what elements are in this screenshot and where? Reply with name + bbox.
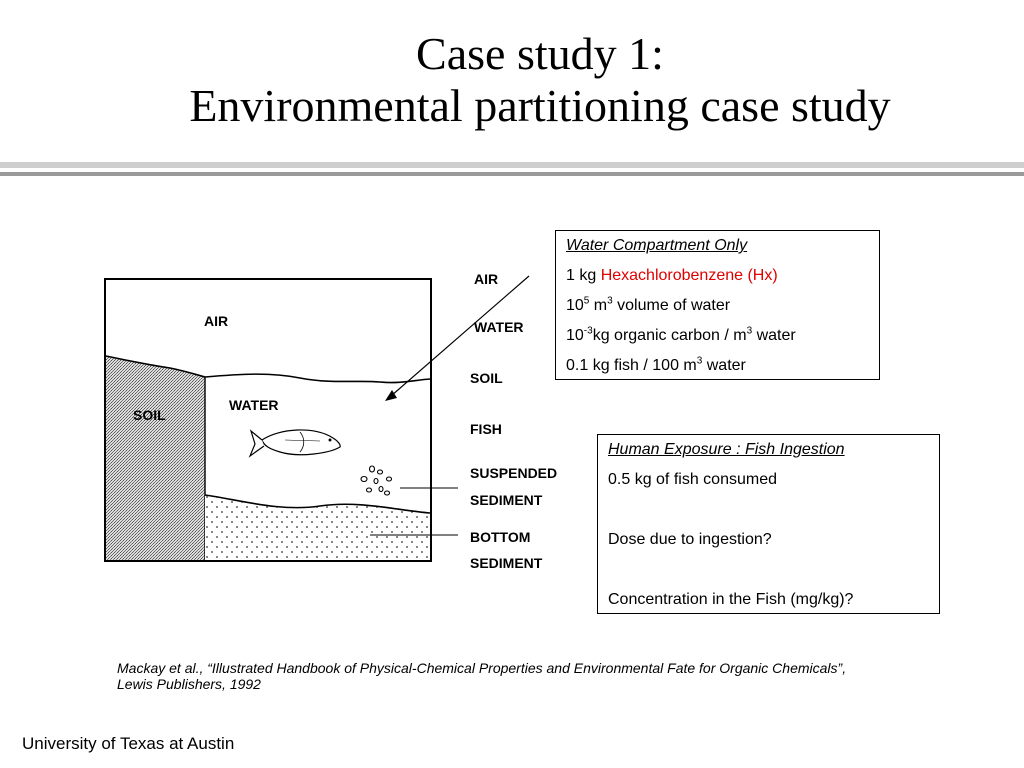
legend-water: WATER bbox=[474, 319, 524, 335]
water-compartment-box bbox=[555, 230, 880, 380]
water-box-line-fish: 0.1 kg fish / 100 $m^3$ water bbox=[566, 355, 746, 374]
hexachlorobenzene-text: Hexachlorobenzene (Hx) bbox=[600, 267, 778, 284]
water-box-header: Water Compartment Only bbox=[566, 237, 748, 254]
title-line-2: Environmental partitioning case study bbox=[189, 80, 891, 131]
fish-ingestion-box bbox=[597, 434, 940, 614]
water-box-line-volume: $10^5$ $m^3$ volume of water bbox=[566, 295, 731, 314]
legend-suspended-sediment: SEDIMENT bbox=[470, 492, 543, 508]
legend-air: AIR bbox=[474, 271, 499, 287]
legend-bottom-sediment: SEDIMENT bbox=[470, 555, 543, 571]
citation-text: Mackay et al., “Illustrated Handbook of Physical-Chemical Properties and Environmental Fate for Organic Chemicals”, Lewis Publishers, 1992 bbox=[117, 660, 847, 692]
water-box-line-mass: 1 kg Hexachlorobenzene (Hx) bbox=[566, 267, 778, 284]
footer-institution: University of Texas at Austin bbox=[22, 734, 235, 753]
water-box-line-carbon: $10^{-3}kg$ organic carbon / $m^3$ water bbox=[566, 325, 796, 344]
legend-bottom: BOTTOM bbox=[470, 529, 531, 545]
legend-soil: SOIL bbox=[470, 370, 503, 386]
fish-box-header: Human Exposure : Fish Ingestion bbox=[608, 441, 845, 458]
legend-suspended: SUSPENDED bbox=[470, 465, 558, 481]
air-label: AIR bbox=[204, 313, 229, 329]
water-label: WATER bbox=[229, 397, 279, 413]
fish-box-line-dose: Dose due to ingestion? bbox=[608, 531, 772, 548]
fish-box-line-concentration: Concentration in the Fish (mg/kg)? bbox=[608, 591, 854, 608]
soil-region bbox=[106, 356, 205, 560]
title-line-1: Case study 1: bbox=[416, 28, 664, 79]
fish-box-line-consumed: 0.5 kg of fish consumed bbox=[608, 471, 777, 488]
soil-label: SOIL bbox=[133, 407, 166, 423]
legend-fish: FISH bbox=[470, 421, 502, 437]
